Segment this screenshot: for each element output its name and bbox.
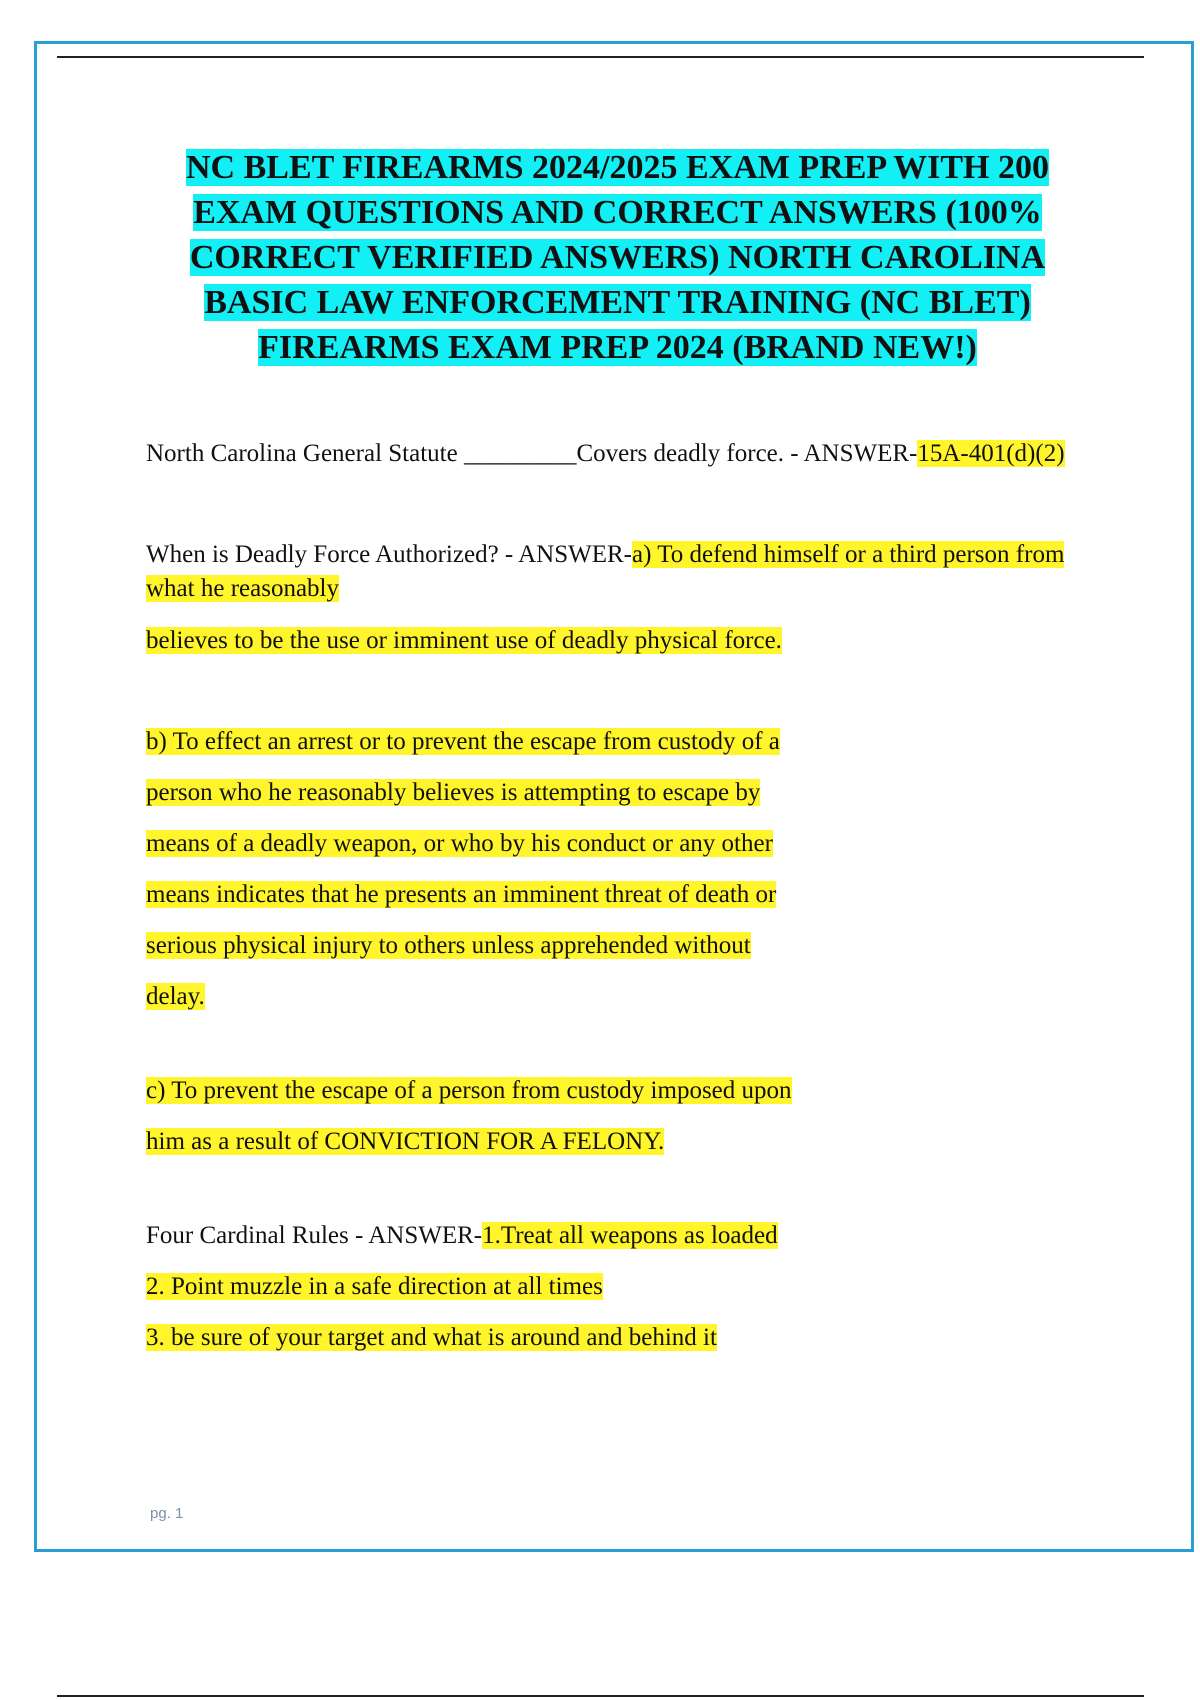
answer-line: 3. be sure of your target and what is around and behind it <box>146 1324 717 1351</box>
answer-text: 15A-401(d)(2) <box>917 440 1065 467</box>
answer-block-b <box>146 725 1086 1014</box>
answer-line: means indicates that he presents an imminent threat of death or <box>146 881 777 908</box>
answer-line: him as a result of CONVICTION FOR A FELONY. <box>146 1128 665 1155</box>
top-rule <box>57 56 1144 58</box>
bottom-rule <box>57 1695 1144 1697</box>
qa-item-cardinal-rules <box>146 1219 1086 1355</box>
answer-line: 2. Point muzzle in a safe direction at all times <box>146 1273 603 1300</box>
answer-block-c <box>146 1074 1086 1159</box>
answer-line: serious physical injury to others unless apprehended without <box>146 932 751 959</box>
answer-line: believes to be the use or imminent use of deadly physical force. <box>146 627 782 654</box>
question-text: Four Cardinal Rules - ANSWER- <box>146 1222 483 1249</box>
answer-line: person who he reasonably believes is attempting to escape by <box>146 779 761 806</box>
answer-text: a) To defend himself or a third person from what he reasonably <box>146 541 1065 602</box>
answer-line: c) To prevent the escape of a person from custody imposed upon <box>146 1077 792 1104</box>
answer-line: delay. <box>146 983 205 1010</box>
answer-line <box>146 1219 1086 1253</box>
answer-line: b) To effect an arrest or to prevent the escape from custody of a <box>146 728 780 755</box>
page-number: pg. 1 <box>150 1505 184 1522</box>
question-text: When is Deadly Force Authorized? - ANSWER- <box>146 541 632 568</box>
answer-text: 1.Treat all weapons as loaded <box>482 1222 778 1249</box>
title-text: NC BLET FIREARMS 2024/2025 EXAM PREP WITH 200 EXAM QUESTIONS AND CORRECT ANSWERS (100% CORRECT VERIFIED ANSWERS) NORTH CAROLINA BASIC LAW ENFORCEMENT TRAINING (NC BLET) FIREARMS EXAM PREP 2024 (BRAND NEW!) <box>186 149 1049 366</box>
question-text: North Carolina General Statute _________Covers deadly force. - ANSWER- <box>146 440 918 467</box>
document-body <box>146 437 1086 1372</box>
answer-line: means of a deadly weapon, or who by his conduct or any other <box>146 830 773 857</box>
qa-item-statute <box>146 437 1086 471</box>
qa-item-deadly-force <box>146 538 1086 606</box>
document-title <box>140 145 1095 370</box>
